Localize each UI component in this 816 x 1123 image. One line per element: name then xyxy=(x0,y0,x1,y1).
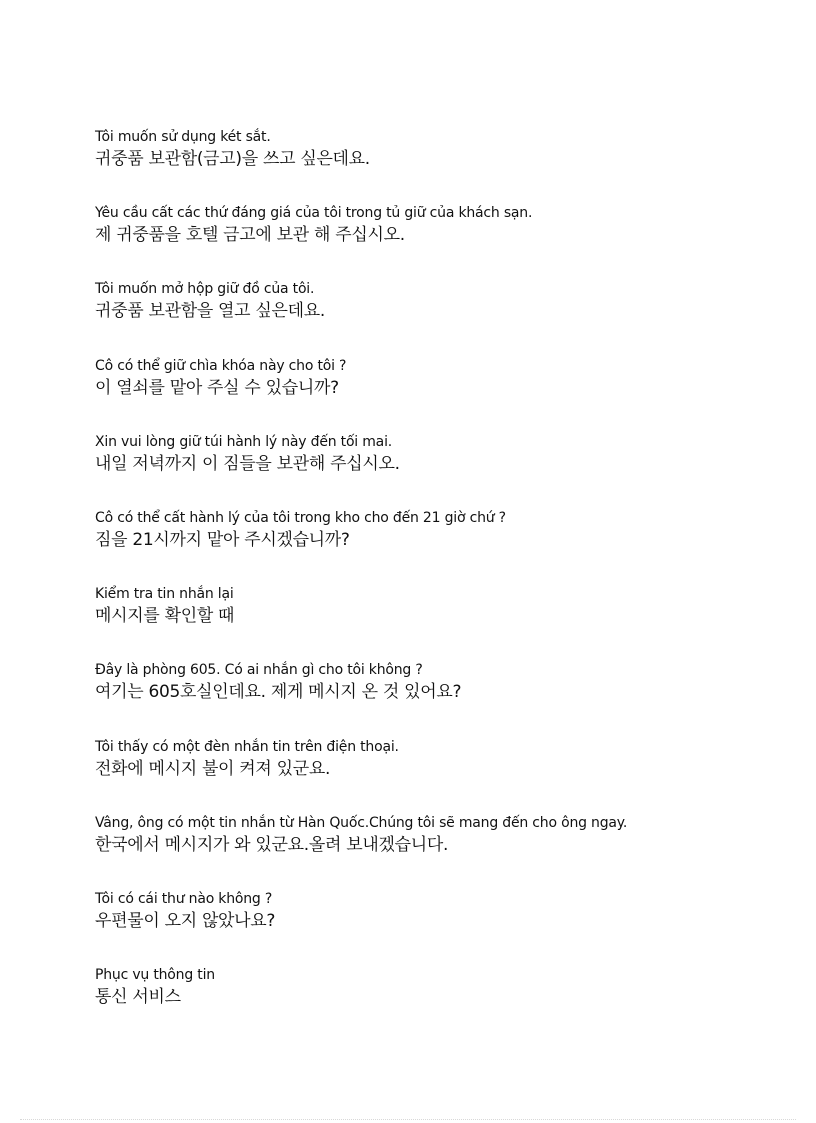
phrase-list xyxy=(95,128,795,1042)
phrase-entry xyxy=(95,890,795,966)
vietnamese-phrase: Tôi có cái thư nào không ? xyxy=(95,890,273,907)
vietnamese-phrase: Vâng, ông có một tin nhắn từ Hàn Quốc.Chúng tôi sẽ mang đến cho ông ngay. xyxy=(95,814,628,831)
korean-phrase: 전화에 메시지 불이 켜져 있군요. xyxy=(95,758,331,779)
phrase-entry xyxy=(95,357,795,433)
phrase-entry xyxy=(95,433,795,509)
phrase-entry xyxy=(95,128,795,204)
vietnamese-phrase: Xin vui lòng giữ túi hành lý này đến tối mai. xyxy=(95,433,393,450)
korean-phrase: 여기는 605호실인데요. 제게 메시지 온 것 있어요? xyxy=(95,682,462,703)
phrase-entry xyxy=(95,509,795,585)
vietnamese-phrase: Đây là phòng 605. Có ai nhắn gì cho tôi không ? xyxy=(95,662,423,679)
vietnamese-phrase: Yêu cầu cất các thứ đáng giá của tôi trong tủ giữ của khách sạn. xyxy=(95,205,533,222)
page-bottom-divider xyxy=(20,1119,796,1120)
vietnamese-phrase: Phục vụ thông tin xyxy=(95,967,215,984)
phrase-entry xyxy=(95,814,795,890)
korean-phrase: 이 열쇠를 맡아 주실 수 있습니까? xyxy=(95,377,339,398)
vietnamese-phrase: Tôi muốn mở hộp giữ đồ của tôi. xyxy=(95,281,315,298)
korean-phrase: 귀중품 보관함(금고)을 쓰고 싶은데요. xyxy=(95,149,370,169)
korean-phrase: 짐을 21시까지 맡아 주시겠습니까? xyxy=(95,529,350,550)
vietnamese-phrase: Tôi muốn sử dụng két sắt. xyxy=(95,129,271,145)
phrase-entry xyxy=(95,966,795,1042)
korean-phrase: 귀중품 보관함을 열고 싶은데요. xyxy=(95,301,326,322)
korean-phrase: 메시지를 확인할 때 xyxy=(95,606,235,627)
vietnamese-phrase: Cô có thể cất hành lý của tôi trong kho cho đến 21 giờ chứ ? xyxy=(95,509,506,526)
phrase-entry xyxy=(95,204,795,280)
phrase-entry xyxy=(95,738,795,814)
korean-phrase: 한국에서 메시지가 와 있군요.올려 보내겠습니다. xyxy=(95,834,449,855)
korean-phrase: 통신 서비스 xyxy=(95,987,181,1008)
vietnamese-phrase: Cô có thể giữ chìa khóa này cho tôi ? xyxy=(95,357,347,374)
phrase-entry xyxy=(95,585,795,661)
korean-phrase: 내일 저녁까지 이 짐들을 보관해 주십시오. xyxy=(95,453,400,474)
korean-phrase: 우편물이 오지 않았나요? xyxy=(95,910,276,931)
phrase-entry xyxy=(95,280,795,356)
korean-phrase: 제 귀중품을 호텔 금고에 보관 해 주십시오. xyxy=(95,225,405,246)
vietnamese-phrase: Tôi thấy có một đèn nhắn tin trên điện thoại. xyxy=(95,738,399,755)
phrase-entry xyxy=(95,661,795,737)
vietnamese-phrase: Kiểm tra tin nhắn lại xyxy=(95,586,234,603)
